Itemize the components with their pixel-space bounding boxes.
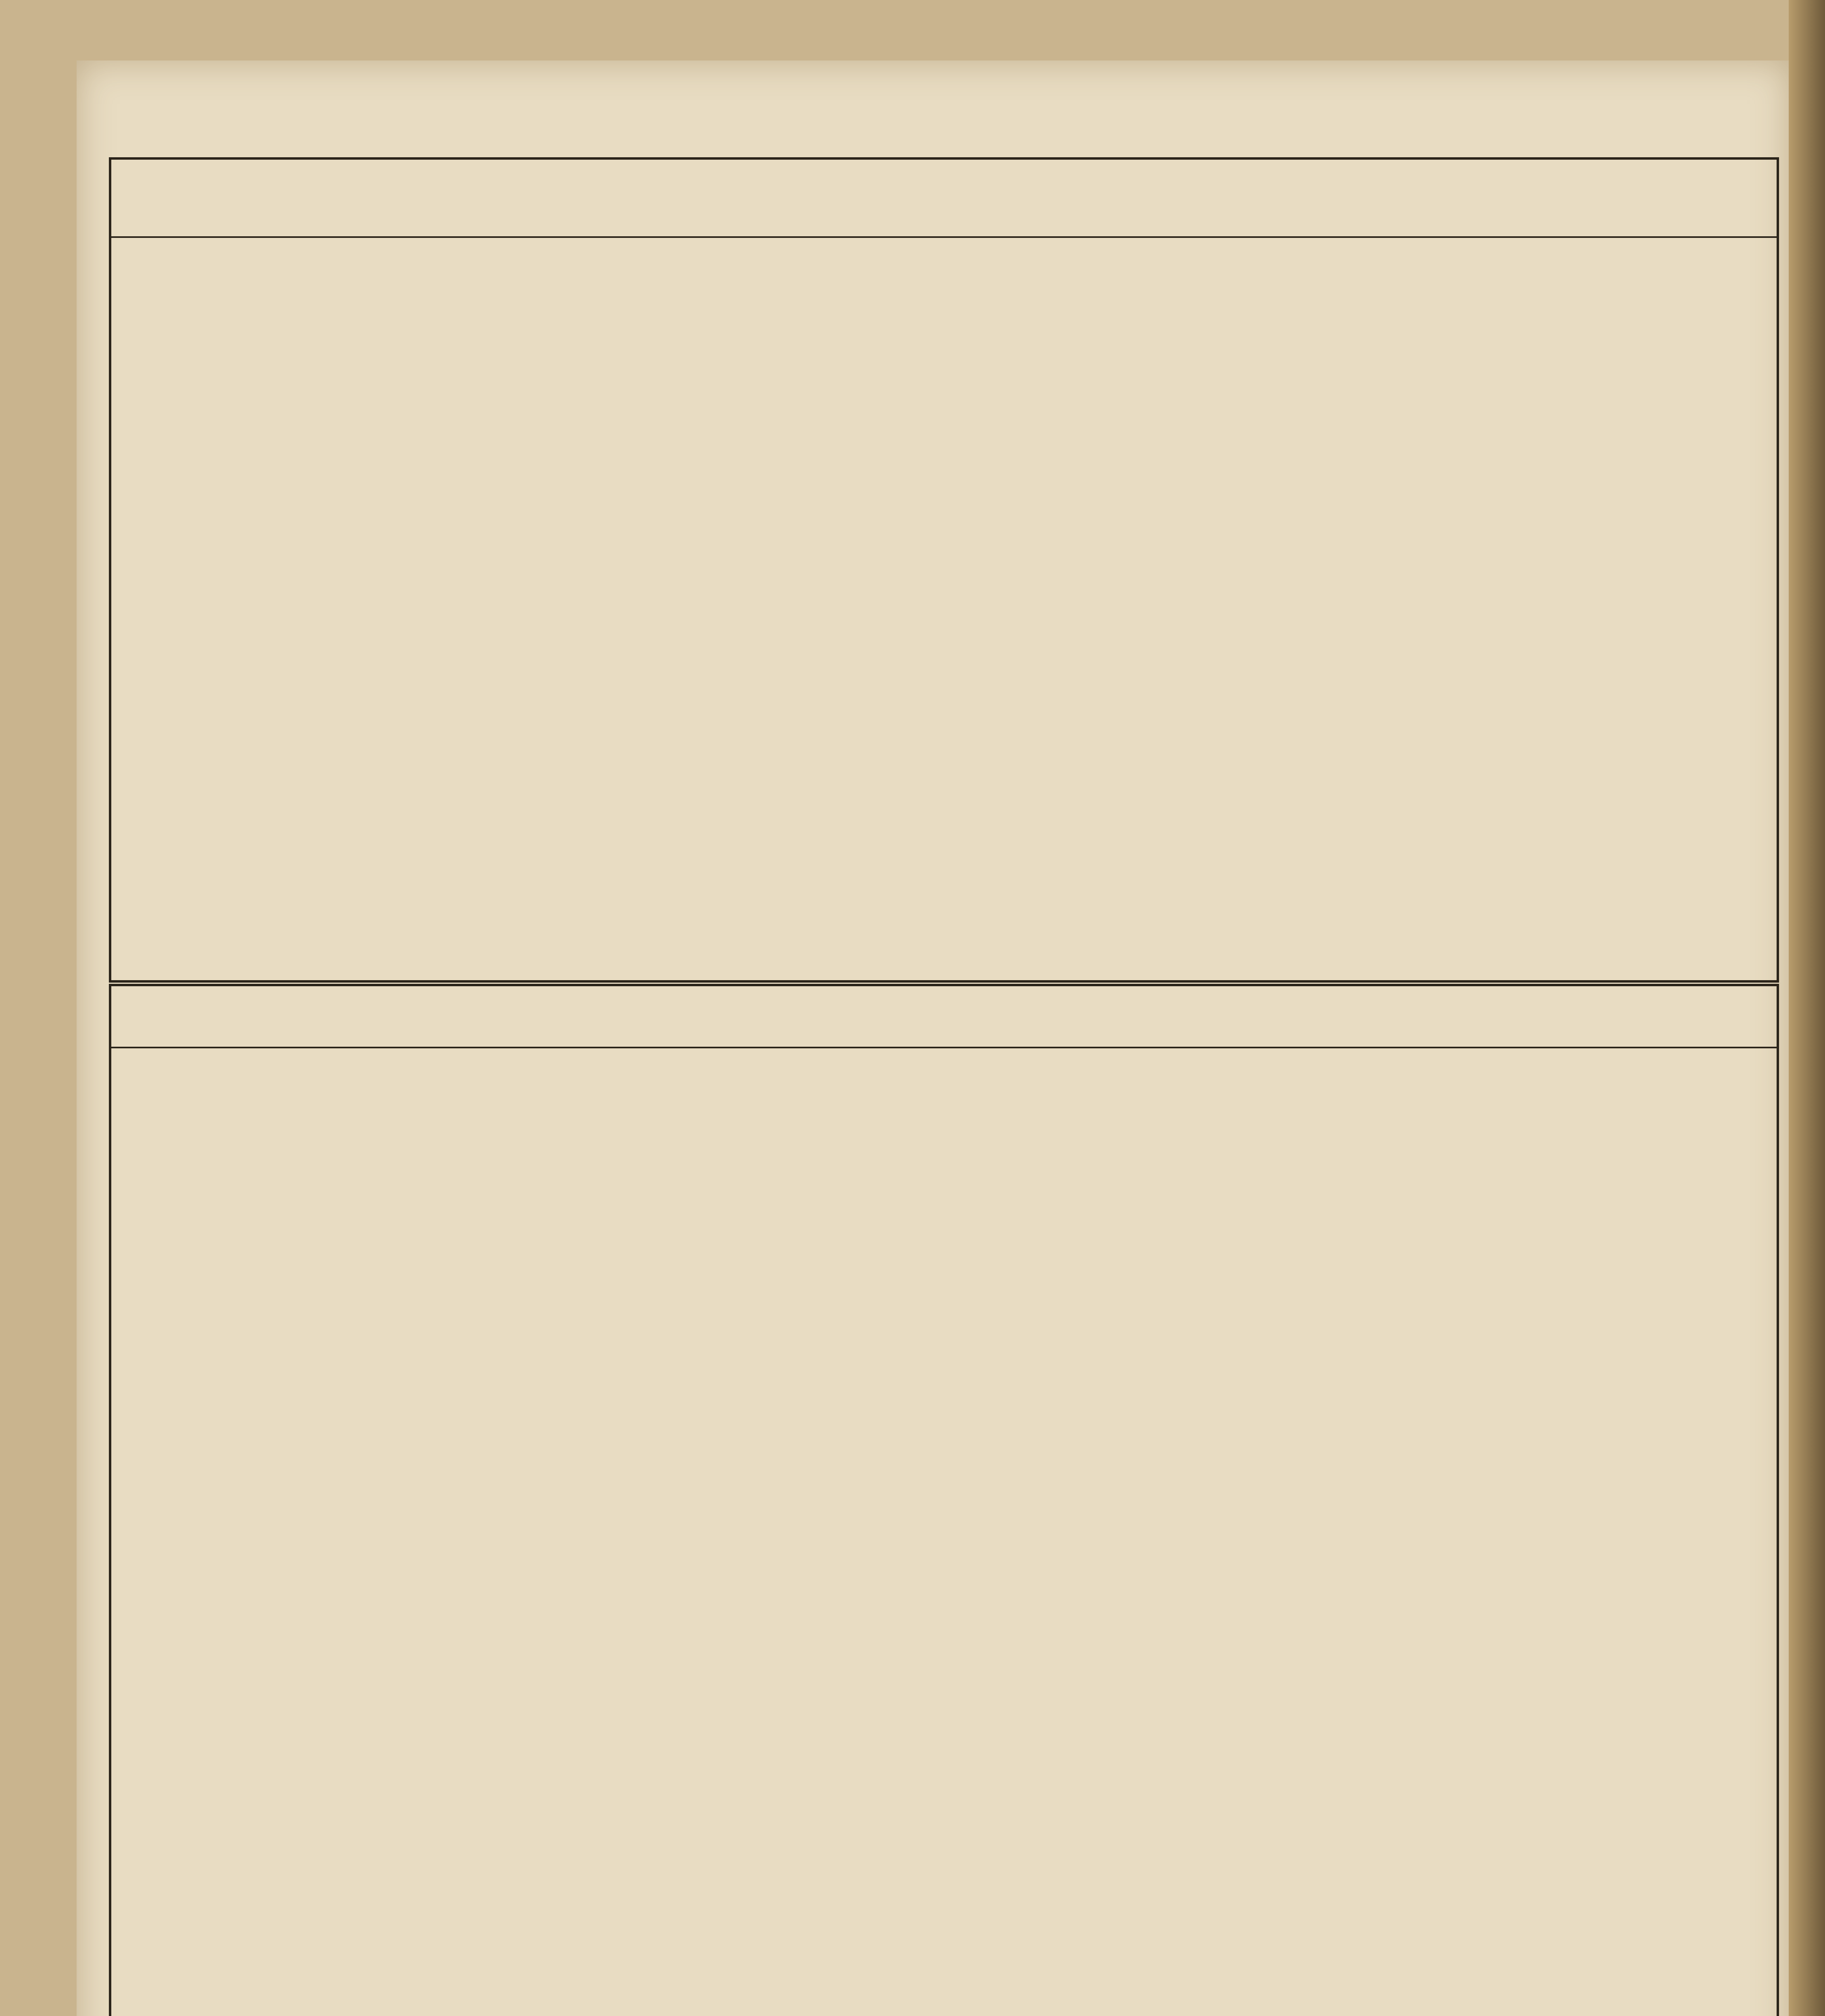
binding-edge bbox=[1789, 0, 1825, 2016]
masthead bbox=[101, 101, 1714, 141]
col-header-reports bbox=[172, 164, 256, 178]
top-quotation-table bbox=[109, 157, 1779, 983]
left-col-header-taux bbox=[115, 994, 176, 1008]
right-col-header-taux bbox=[1039, 994, 1095, 1008]
bottom-quotation-tables bbox=[109, 984, 1779, 2016]
col-header-taux bbox=[115, 172, 164, 186]
